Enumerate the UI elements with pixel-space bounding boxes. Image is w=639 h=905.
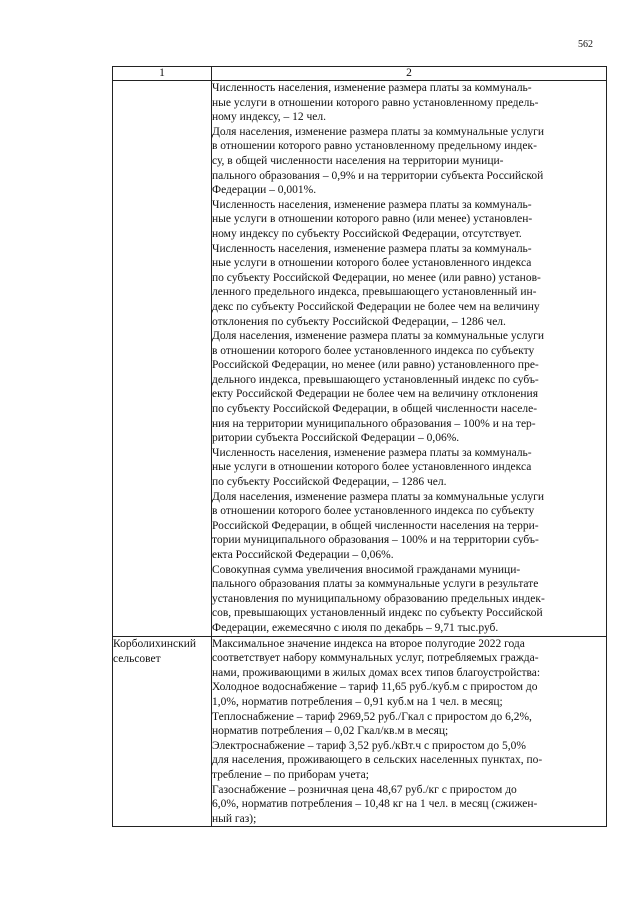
municipality-cell xyxy=(113,81,212,637)
text-line: сов, превышающих установленный индекс по субъекту Российской xyxy=(212,607,543,620)
text-line: пального образования платы за коммунальные услуги в результате xyxy=(212,578,539,591)
text-line: Газоснабжение – розничная цена 48,67 руб./кг с приростом до xyxy=(212,783,517,796)
text-line: ные услуги в отношении которого более установленного индекса xyxy=(212,257,532,270)
paragraph xyxy=(212,490,606,563)
text-line: в отношении которого равно установленному предельному индек- xyxy=(212,140,537,153)
column-header-2: 2 xyxy=(212,67,607,81)
text-line: екту Российской Федерации не более чем на величину отклонения xyxy=(212,388,538,401)
text-line: Федерации, ежемесячно с июля по декабрь – 9,71 тыс.руб. xyxy=(212,621,499,634)
text-line: Холодное водоснабжение – тариф 11,65 руб./куб.м с приростом до xyxy=(212,681,538,694)
text-line: ния на территории муниципального образования – 100% и на тер- xyxy=(212,417,536,430)
paragraph xyxy=(212,563,606,636)
text-line: ленного предельного индекса, превышающего установленный ин- xyxy=(212,286,537,299)
text-line: Российской Федерации, в общей численности населения на терри- xyxy=(212,519,539,532)
text-line: по субъекту Российской Федерации, в общей численности населе- xyxy=(212,403,538,416)
text-line: ному индексу по субъекту Российской Федерации, отсутствует. xyxy=(212,227,522,240)
municipality-name-line: сельсовет xyxy=(113,652,161,665)
text-line: по субъекту Российской Федерации, но менее (или равно) установ- xyxy=(212,271,541,284)
text-line: декс по субъекту Российской Федерации не более чем на величину xyxy=(212,300,540,313)
page-number: 562 xyxy=(578,39,593,50)
paragraph xyxy=(212,198,606,242)
paragraph xyxy=(212,446,606,490)
text-line: в отношении которого более установленного индекса по субъекту xyxy=(212,505,535,518)
text-line: Численность населения, изменение размера платы за коммуналь- xyxy=(212,198,532,211)
text-line: 1,0%, норматив потребления – 0,91 куб.м на 1 чел. в месяц; xyxy=(212,695,503,708)
text-line: Численность населения, изменение размера платы за коммуналь- xyxy=(212,446,532,459)
text-line: екта Российской Федерации – 0,06%. xyxy=(212,549,394,561)
content-cell xyxy=(212,81,607,637)
text-line: Численность населения, изменение размера платы за коммуналь- xyxy=(212,242,532,255)
text-line: отклонения по субъекту Российской Федерации, – 1286 чел. xyxy=(212,315,506,328)
paragraph xyxy=(212,637,606,681)
paragraph xyxy=(212,739,606,783)
text-line: установления по муниципальному образованию предельных индек- xyxy=(212,592,545,605)
paragraph xyxy=(212,680,606,709)
municipality-name-line: Корболихинский xyxy=(113,637,196,650)
paragraph xyxy=(212,710,606,739)
text-line: ному индексу, – 12 чел. xyxy=(212,111,326,124)
text-line: су, в общей численности населения на территории муници- xyxy=(212,154,504,167)
text-line: в отношении которого более установленного индекса по субъекту xyxy=(212,344,535,357)
text-line: ные услуги в отношении которого более установленного индекса xyxy=(212,461,532,474)
paragraph xyxy=(212,242,606,330)
text-line: ный газ); xyxy=(212,812,257,825)
text-line: ритории субъекта Российской Федерации – 0,06%. xyxy=(212,432,460,445)
paragraph xyxy=(212,329,606,446)
text-line: дельного индекса, превышающего установленный индекс по субъ- xyxy=(212,373,539,386)
text-line: норматив потребления – 0,02 Гкал/кв.м в месяц; xyxy=(212,725,449,738)
table-row xyxy=(113,636,607,827)
text-line: ные услуги в отношении которого равно (или менее) установлен- xyxy=(212,213,533,226)
text-line: Доля населения, изменение размера платы за коммунальные услуги xyxy=(212,330,545,343)
column-header-1: 1 xyxy=(113,67,212,81)
text-line: тории муниципального образования – 100% и на территории субъ- xyxy=(212,534,539,547)
table-header-row xyxy=(113,67,607,81)
table-row xyxy=(113,81,607,637)
text-line: пального образования – 0,9% и на территории субъекта Российской xyxy=(212,169,544,182)
text-line: ные услуги в отношении которого равно установленному предель- xyxy=(212,96,539,109)
text-line: требление – по приборам учета; xyxy=(212,768,369,781)
text-line: Доля населения, изменение размера платы за коммунальные услуги xyxy=(212,490,545,503)
text-line: по субъекту Российской Федерации, – 1286 чел. xyxy=(212,476,447,489)
text-line: Доля населения, изменение размера платы за коммунальные услуги xyxy=(212,125,545,138)
text-line: соответствует набору коммунальных услуг, потребляемых гражда- xyxy=(212,652,539,665)
paragraph xyxy=(212,125,606,198)
text-line: нами, проживающими в жилых домах всех типов благоустройства: xyxy=(212,666,541,679)
table-body xyxy=(113,81,607,827)
text-line: Максимальное значение индекса на второе полугодие 2022 года xyxy=(212,637,525,650)
text-line: 6,0%, норматив потребления – 10,48 кг на 1 чел. в месяц (сжижен- xyxy=(212,798,538,811)
text-line: для населения, проживающего в сельских населенных пунктах, по- xyxy=(212,754,543,767)
text-line: Российской Федерации, но менее (или равно) установленного пре- xyxy=(212,359,539,372)
paragraph xyxy=(212,783,606,827)
text-line: Федерации – 0,001%. xyxy=(212,184,317,197)
content-cell xyxy=(212,636,607,827)
text-line: Электроснабжение – тариф 3,52 руб./кВт.ч с приростом до 5,0% xyxy=(212,739,526,752)
text-line: Теплоснабжение – тариф 2969,52 руб./Гкал с приростом до 6,2%, xyxy=(212,710,532,723)
municipality-cell xyxy=(113,636,212,827)
paragraph xyxy=(212,81,606,125)
text-line: Численность населения, изменение размера платы за коммуналь- xyxy=(212,82,532,94)
text-line: Совокупная сумма увеличения вносимой гражданами муници- xyxy=(212,563,521,576)
document-table xyxy=(112,66,607,827)
